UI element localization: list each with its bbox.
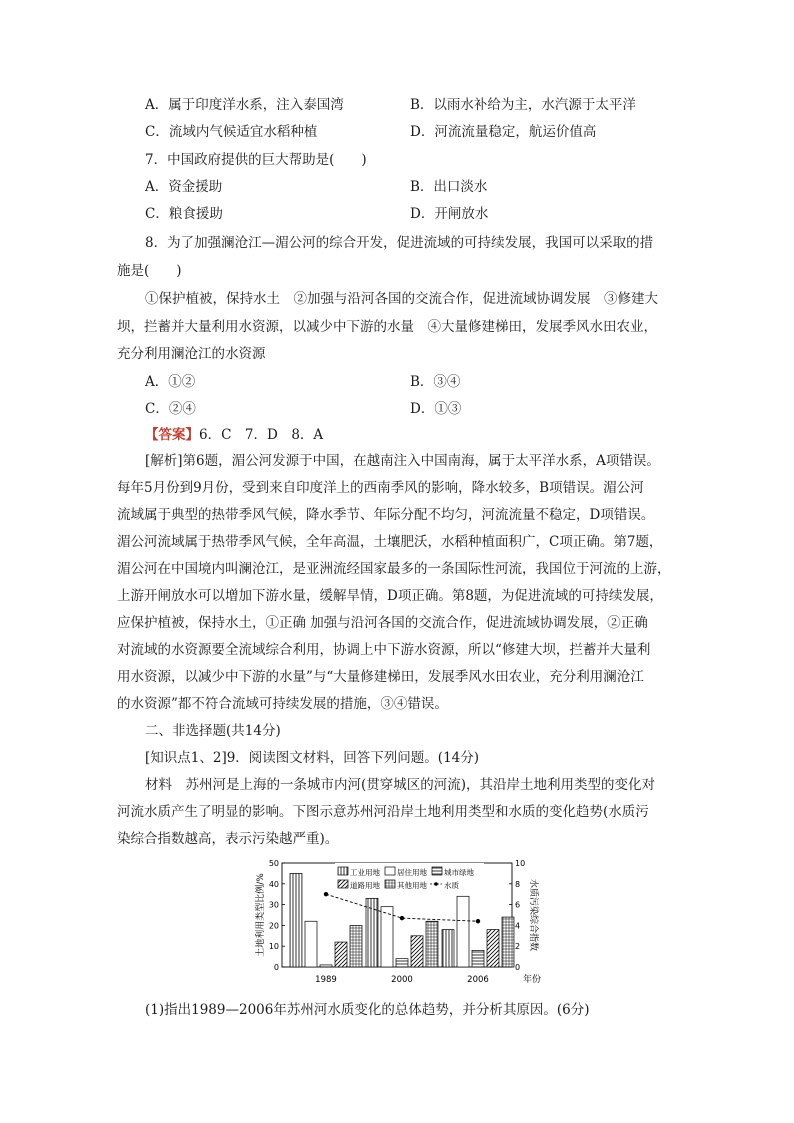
y-tick-label: 0 xyxy=(273,963,279,972)
bar-blank xyxy=(305,921,317,967)
q7-option-c: C．粮食援助 xyxy=(145,206,223,222)
q8-option-a: A．①② xyxy=(145,374,196,390)
analysis-line: [解析]第6题，湄公河发源于中国，在越南注入中国南海，属于太平洋水系，A项错误。 xyxy=(145,453,660,469)
q6-option-d: D．河流流量稳定，航运价值高 xyxy=(410,124,597,140)
bar-vlines xyxy=(290,873,302,967)
legend-swatch xyxy=(385,867,395,875)
bar-hlines xyxy=(472,950,484,967)
legend-line-marker xyxy=(434,882,438,886)
q8-option-c: C．②④ xyxy=(145,401,196,417)
legend-swatch xyxy=(385,880,395,888)
y-tick-label: 40 xyxy=(268,879,279,889)
y2-axis-title: 水质污染综合指数 xyxy=(528,878,538,952)
bar-diag xyxy=(411,936,423,967)
bar-diag xyxy=(487,930,499,967)
legend-swatch xyxy=(338,867,348,875)
section-heading: 二、非选择题(共14分) xyxy=(145,723,281,739)
legend-label: 水质 xyxy=(444,881,459,890)
legend-label: 城市绿地 xyxy=(444,868,474,877)
q8-option-d: D．①③ xyxy=(410,401,462,417)
legend-swatch xyxy=(338,880,348,888)
q8-statements-line3: 充分利用澜沧江的水资源 xyxy=(117,346,266,362)
water-quality-point xyxy=(476,919,480,923)
x-tick-label: 1989 xyxy=(315,975,337,985)
analysis-line: 用水资源，以减少中下游的水量”与“大量修建梯田，发展季风水田农业，充分利用澜沧江 xyxy=(117,669,644,685)
analysis-line: 湄公河流域属于热带季风气候，全年高温，土壤肥沃，水稻种植面积广，C项正确。第7题， xyxy=(117,534,663,550)
legend-label: 道路用地 xyxy=(350,881,380,890)
y2-tick-label: 6 xyxy=(515,900,521,910)
q7-option-a: A．资金援助 xyxy=(145,179,223,195)
q9-material-line1: 材料 苏州河是上海的一条城市内河(贯穿城区的河流)，其沿岸土地利用类型的变化对 xyxy=(145,777,656,793)
bar-grid xyxy=(502,917,514,967)
y-tick-label: 10 xyxy=(268,942,279,952)
land-use-water-quality-chart xyxy=(250,855,545,1000)
answer-tag: 【答案】 xyxy=(145,427,199,443)
x-tick-label: 2000 xyxy=(391,975,413,985)
bar-diag xyxy=(335,942,347,967)
y2-tick-label: 10 xyxy=(515,859,526,868)
bar-blank xyxy=(381,907,393,967)
y-tick-label: 30 xyxy=(268,900,279,910)
answer-line xyxy=(145,425,323,445)
q8-stem-line1: 8．为了加强澜沧江—湄公河的综合开发，促进流域的可持续发展，我国可以采取的措 xyxy=(145,235,654,251)
bar-grid xyxy=(426,921,438,967)
analysis-line: 每年5月份到9月份，受到来自印度洋上的西南季风的影响，降水较多，B项错误。湄公河 xyxy=(117,480,644,496)
answer-text: 6．C 7．D 8．A xyxy=(199,427,324,443)
x-tick-label: 2006 xyxy=(467,975,489,985)
y-tick-label: 50 xyxy=(268,859,279,868)
q7-option-d: D．开闸放水 xyxy=(410,206,489,222)
water-quality-point xyxy=(324,892,328,896)
analysis-line: 的水资源”都不符合流域可持续发展的措施，③④错误。 xyxy=(117,696,448,712)
y-axis-title: 土地利用类型比例/% xyxy=(256,873,266,957)
q8-option-b: B．③④ xyxy=(410,374,461,390)
bar-blank xyxy=(457,896,469,967)
analysis-line: 流域属于典型的热带季风气候，降水季节、年际分配不均匀，河流流量不稳定，D项错误。 xyxy=(117,507,655,523)
analysis-line: 湄公河在中国境内叫澜沧江，是亚洲流经国家最多的一条国际性河流，我国位于河流的上游， xyxy=(117,561,671,577)
bar-vlines xyxy=(366,898,378,967)
y2-tick-label: 2 xyxy=(515,942,521,952)
bar-hlines xyxy=(396,959,408,967)
q9-material-line3: 染综合指数越高，表示污染越严重)。 xyxy=(117,831,339,847)
legend-label: 居住用地 xyxy=(397,868,427,877)
y2-tick-label: 4 xyxy=(515,921,521,931)
analysis-line: 上游开闸放水可以增加下游水量，缓解旱情，D项正确。第8题，为促进流域的可持续发展， xyxy=(117,588,663,604)
analysis-line: 应保护植被，保持水土，①正确 加强与沿河各国的交流合作，促进流域协调发展，②正确 xyxy=(117,615,648,631)
q8-statements-line2: 坝，拦蓄并大量利用水资源，以减少中下游的水量 ④大量修建梯田，发展季风水田农业， xyxy=(117,319,657,335)
q9-material-line2: 河流水质产生了明显的影响。下图示意苏州河沿岸土地利用类型和水质的变化趋势(水质污 xyxy=(117,804,649,820)
bar-vlines xyxy=(442,930,454,967)
q7-option-b: B．出口淡水 xyxy=(410,179,488,195)
legend-swatch xyxy=(432,867,442,875)
q9-stem: [知识点1、2]9．阅读图文材料，回答下列问题。(14分) xyxy=(145,750,480,766)
y2-tick-label: 8 xyxy=(515,879,521,889)
y2-tick-label: 0 xyxy=(515,963,521,972)
water-quality-point xyxy=(400,916,404,920)
bar-hlines xyxy=(320,965,332,967)
q7-stem: 7．中国政府提供的巨大帮助是( ) xyxy=(145,152,367,168)
q9-subquestion-1: (1)指出1989—2006年苏州河水质变化的总体趋势，并分析其原因。(6分) xyxy=(145,1002,590,1018)
q8-statements-line1: ①保护植被，保持水土 ②加强与沿河各国的交流合作，促进流域协调发展 ③修建大 xyxy=(145,291,658,307)
y-tick-label: 20 xyxy=(268,921,279,931)
legend-label: 其他用地 xyxy=(397,881,427,890)
bar-grid xyxy=(350,925,362,967)
q6-option-a: A．属于印度洋水系，注入泰国湾 xyxy=(145,97,344,113)
q8-stem-line2: 施是( ) xyxy=(117,263,182,279)
q6-option-b: B．以雨水补给为主，水汽源于太平洋 xyxy=(410,97,636,113)
q6-option-c: C．流域内气候适宜水稻种植 xyxy=(145,124,318,140)
x-axis-title: 年份 xyxy=(522,975,542,985)
legend-label: 工业用地 xyxy=(350,868,380,877)
analysis-line: 对流域的水资源要全流域综合利用，协调上中下游水资源，所以“修建大坝，拦蓄并大量利 xyxy=(117,642,651,658)
